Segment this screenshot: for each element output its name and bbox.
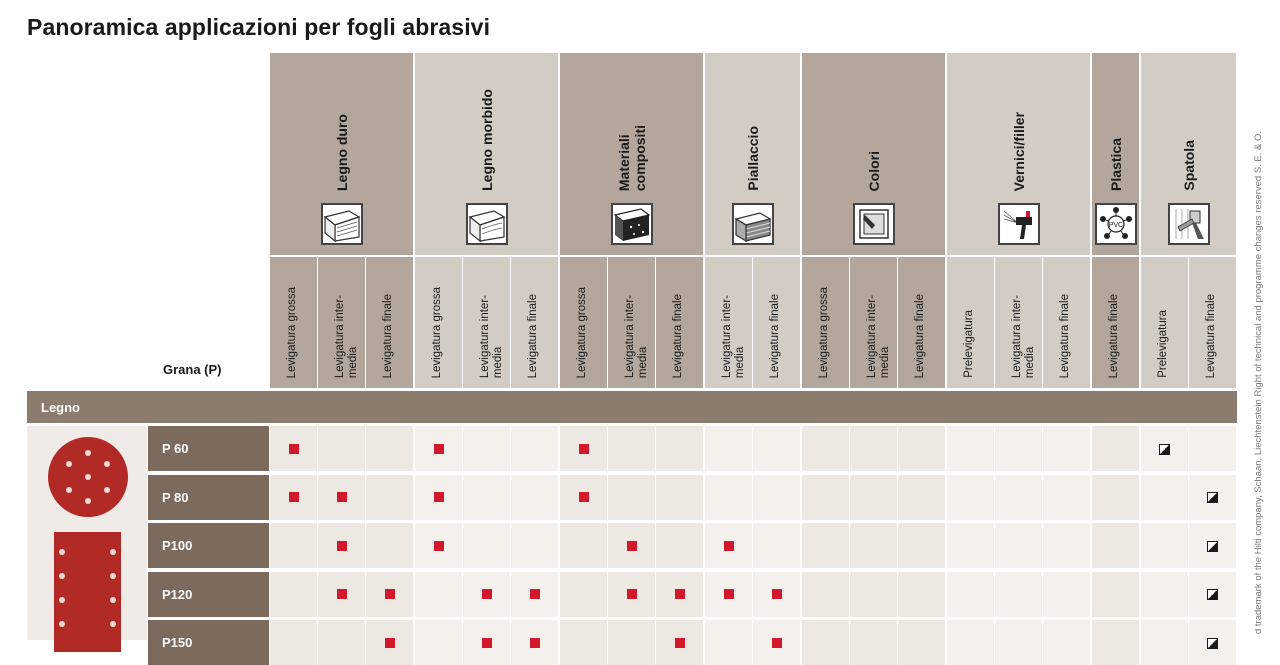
table-cell bbox=[608, 523, 655, 568]
grain-column-label: Grana (P) bbox=[163, 362, 222, 377]
recommended-mark-icon bbox=[385, 638, 395, 648]
table-cell bbox=[511, 572, 558, 617]
table-cell bbox=[995, 523, 1042, 568]
sub-header-label: Levigatura inter- media bbox=[623, 294, 649, 378]
sub-header-label: Levigatura grossa bbox=[430, 286, 443, 378]
conditional-mark-icon bbox=[1207, 492, 1218, 503]
table-cell bbox=[366, 620, 413, 665]
table-cell bbox=[318, 620, 365, 665]
table-cell bbox=[705, 426, 752, 471]
table-cell bbox=[1043, 620, 1090, 665]
table-cell bbox=[850, 572, 897, 617]
table-cell bbox=[415, 572, 462, 617]
grain-label: P120 bbox=[162, 586, 193, 602]
sub-header-col bbox=[995, 257, 1042, 388]
page-title: Panoramica applicazioni per fogli abrasivi bbox=[27, 14, 491, 40]
table-cell bbox=[270, 475, 317, 520]
table-cell bbox=[560, 475, 607, 520]
table-cell bbox=[511, 475, 558, 520]
sub-header-label: Levigatura grossa bbox=[285, 286, 298, 378]
table-cell bbox=[415, 475, 462, 520]
table-cell bbox=[1141, 475, 1188, 520]
table-cell bbox=[850, 475, 897, 520]
table-cell bbox=[753, 523, 800, 568]
table-cell bbox=[608, 475, 655, 520]
recommended-mark-icon bbox=[772, 589, 782, 599]
sub-header-col bbox=[318, 257, 365, 388]
sub-header-col bbox=[560, 257, 607, 388]
recommended-mark-icon bbox=[337, 589, 347, 599]
conditional-mark-icon bbox=[1207, 638, 1218, 649]
table-cell bbox=[1043, 475, 1090, 520]
copyright-note: d trademark of the Hilti company, Schaan, Liechtenstein Right of technical and programme changes reserved S. E. & O. bbox=[1253, 130, 1264, 634]
sub-header-label: Levigatura finale bbox=[1058, 293, 1071, 378]
sub-header-label: Prelevigatura bbox=[962, 310, 975, 378]
table-cell bbox=[511, 620, 558, 665]
grain-label: P150 bbox=[162, 635, 193, 650]
table-cell bbox=[1189, 572, 1236, 617]
table-cell bbox=[802, 426, 849, 471]
recommended-mark-icon bbox=[530, 638, 540, 648]
table-cell bbox=[1092, 572, 1139, 617]
material-header-6 bbox=[1092, 53, 1139, 255]
sub-header-col bbox=[947, 257, 994, 388]
material-header-2 bbox=[560, 53, 703, 255]
recommended-mark-icon bbox=[675, 589, 685, 599]
table-cell bbox=[415, 523, 462, 568]
sub-header-label: Levigatura finale bbox=[913, 293, 926, 378]
sub-header-label: Prelevigatura bbox=[1156, 310, 1169, 378]
grain-cell bbox=[148, 475, 269, 520]
table-cell bbox=[802, 572, 849, 617]
table-cell bbox=[947, 620, 994, 665]
recommended-mark-icon bbox=[675, 638, 685, 648]
table-cell bbox=[1092, 475, 1139, 520]
material-header-0 bbox=[270, 53, 413, 255]
table-cell bbox=[608, 426, 655, 471]
table-cell bbox=[1141, 426, 1188, 471]
table-cell bbox=[802, 523, 849, 568]
table-cell bbox=[753, 426, 800, 471]
recommended-mark-icon bbox=[482, 589, 492, 599]
grain-cell bbox=[148, 523, 269, 568]
recommended-mark-icon bbox=[530, 589, 540, 599]
table-cell bbox=[1141, 620, 1188, 665]
section-label: Legno bbox=[41, 400, 80, 415]
table-cell bbox=[656, 572, 703, 617]
recommended-mark-icon bbox=[434, 444, 444, 454]
recommended-mark-icon bbox=[385, 589, 395, 599]
material-name bbox=[479, 89, 495, 191]
table-cell bbox=[898, 475, 945, 520]
table-cell bbox=[705, 475, 752, 520]
grain-label: P 60 bbox=[162, 441, 189, 456]
table-row bbox=[148, 523, 1237, 568]
round-sanding-disc-image bbox=[48, 437, 128, 517]
recommended-mark-icon bbox=[337, 492, 347, 502]
table-cell bbox=[1141, 523, 1188, 568]
table-cell bbox=[366, 523, 413, 568]
grain-cell bbox=[148, 620, 269, 665]
table-cell bbox=[1043, 572, 1090, 617]
material-header-4 bbox=[802, 53, 945, 255]
table-cell bbox=[1189, 620, 1236, 665]
recommended-mark-icon bbox=[724, 589, 734, 599]
material-header-3 bbox=[705, 53, 800, 255]
table-cell bbox=[1189, 475, 1236, 520]
table-cell bbox=[270, 523, 317, 568]
recommended-mark-icon bbox=[289, 492, 299, 502]
sub-header-label: Levigatura grossa bbox=[817, 286, 830, 378]
material-name-text: Spatola bbox=[1180, 140, 1197, 191]
composite-icon bbox=[611, 203, 653, 245]
sub-header-col bbox=[270, 257, 317, 388]
table-row bbox=[148, 620, 1237, 665]
putty-knife-icon bbox=[1168, 203, 1210, 245]
spray-gun-icon bbox=[998, 203, 1040, 245]
table-cell bbox=[463, 620, 510, 665]
sub-header-label: Levigatura grossa bbox=[575, 286, 588, 378]
material-header-5 bbox=[947, 53, 1090, 255]
table-cell bbox=[511, 426, 558, 471]
table-cell bbox=[366, 426, 413, 471]
table-cell bbox=[947, 475, 994, 520]
material-name bbox=[334, 114, 350, 191]
table-cell bbox=[705, 620, 752, 665]
material-header-7 bbox=[1141, 53, 1236, 255]
material-name-text: Vernici/filler bbox=[1010, 111, 1027, 191]
sub-header-col bbox=[753, 257, 800, 388]
table-cell bbox=[366, 475, 413, 520]
grain-label: P 80 bbox=[162, 489, 189, 505]
table-cell bbox=[850, 620, 897, 665]
table-cell bbox=[1189, 523, 1236, 568]
table-cell bbox=[511, 523, 558, 568]
sub-header-col bbox=[463, 257, 510, 388]
table-cell bbox=[656, 475, 703, 520]
recommended-mark-icon bbox=[579, 444, 589, 454]
sub-header-col bbox=[1189, 257, 1236, 388]
table-cell bbox=[705, 523, 752, 568]
table-cell bbox=[318, 523, 365, 568]
table-cell bbox=[270, 426, 317, 471]
material-name bbox=[745, 126, 761, 191]
table-cell bbox=[318, 426, 365, 471]
table-cell bbox=[898, 426, 945, 471]
table-cell bbox=[1189, 426, 1236, 471]
table-cell bbox=[415, 620, 462, 665]
table-cell bbox=[995, 572, 1042, 617]
conditional-mark-icon bbox=[1207, 541, 1218, 552]
table-cell bbox=[898, 523, 945, 568]
table-cell bbox=[850, 523, 897, 568]
table-cell bbox=[270, 620, 317, 665]
sub-header-label: Levigatura finale bbox=[671, 293, 684, 378]
table-cell bbox=[995, 620, 1042, 665]
table-cell bbox=[947, 523, 994, 568]
conditional-mark-icon bbox=[1159, 444, 1170, 455]
recommended-mark-icon bbox=[434, 541, 444, 551]
sub-header-col bbox=[1141, 257, 1188, 388]
sub-header-col bbox=[1043, 257, 1090, 388]
table-cell bbox=[463, 572, 510, 617]
sub-header-col bbox=[366, 257, 413, 388]
recommended-mark-icon bbox=[482, 638, 492, 648]
table-cell bbox=[560, 426, 607, 471]
material-header-1 bbox=[415, 53, 558, 255]
sub-header-label: Levigatura finale bbox=[526, 293, 539, 378]
pvc-icon bbox=[1095, 203, 1137, 245]
table-cell bbox=[560, 620, 607, 665]
recommended-mark-icon bbox=[772, 638, 782, 648]
table-cell bbox=[463, 523, 510, 568]
table-cell bbox=[1043, 426, 1090, 471]
grain-label: P100 bbox=[162, 538, 193, 553]
recommended-mark-icon bbox=[434, 492, 444, 502]
table-cell bbox=[705, 572, 752, 617]
material-name-text: Plastica bbox=[1107, 138, 1124, 191]
table-cell bbox=[995, 475, 1042, 520]
material-name bbox=[1108, 138, 1124, 191]
conditional-mark-icon bbox=[1207, 589, 1218, 600]
table-cell bbox=[1043, 523, 1090, 568]
table-cell bbox=[656, 620, 703, 665]
sub-header-label: Levigatura inter- media bbox=[865, 294, 891, 378]
table-row bbox=[148, 426, 1237, 471]
table-cell bbox=[318, 572, 365, 617]
grain-cell bbox=[148, 426, 269, 471]
sub-header-label: Levigatura inter- media bbox=[720, 294, 746, 378]
recommended-mark-icon bbox=[289, 444, 299, 454]
recommended-mark-icon bbox=[627, 589, 637, 599]
table-cell bbox=[1092, 426, 1139, 471]
table-cell bbox=[415, 426, 462, 471]
table-cell bbox=[947, 426, 994, 471]
rectangular-sanding-sheet-image bbox=[54, 532, 121, 652]
veneer-icon bbox=[732, 203, 774, 245]
sub-header-col bbox=[608, 257, 655, 388]
sub-header-col bbox=[802, 257, 849, 388]
sub-header-col bbox=[898, 257, 945, 388]
paint-icon bbox=[853, 203, 895, 245]
table-cell bbox=[753, 475, 800, 520]
table-cell bbox=[608, 620, 655, 665]
sub-header-label: Levigatura inter- media bbox=[1010, 294, 1036, 378]
svg-text:PVC: PVC bbox=[1108, 222, 1123, 229]
material-name-text: Piallaccio bbox=[744, 126, 761, 191]
table-cell bbox=[656, 426, 703, 471]
table-cell bbox=[1092, 620, 1139, 665]
sub-header-label: Levigatura finale bbox=[1107, 293, 1120, 378]
sub-header-col bbox=[1092, 257, 1139, 388]
sub-header-label: Levigatura finale bbox=[381, 293, 394, 378]
grain-cell bbox=[148, 572, 269, 617]
table-cell bbox=[995, 426, 1042, 471]
table-cell bbox=[270, 572, 317, 617]
material-name-text: Materiali compositi bbox=[615, 124, 648, 191]
table-cell bbox=[898, 572, 945, 617]
table-cell bbox=[850, 426, 897, 471]
section-band-legno bbox=[27, 391, 1237, 423]
table-cell bbox=[947, 572, 994, 617]
recommended-mark-icon bbox=[724, 541, 734, 551]
softwood-icon bbox=[466, 203, 508, 245]
table-cell bbox=[463, 475, 510, 520]
table-cell bbox=[656, 523, 703, 568]
material-name-text: Legno morbido bbox=[478, 89, 495, 191]
recommended-mark-icon bbox=[627, 541, 637, 551]
sub-header-label: Levigatura inter- media bbox=[478, 294, 504, 378]
recommended-mark-icon bbox=[579, 492, 589, 502]
table-cell bbox=[560, 572, 607, 617]
table-cell bbox=[1092, 523, 1139, 568]
sub-header-label: Levigatura inter- media bbox=[333, 294, 359, 378]
table-cell bbox=[802, 475, 849, 520]
sub-header-col bbox=[511, 257, 558, 388]
material-name bbox=[616, 125, 648, 191]
table-cell bbox=[366, 572, 413, 617]
material-name bbox=[1011, 112, 1027, 191]
table-row bbox=[148, 475, 1237, 520]
table-cell bbox=[753, 572, 800, 617]
table-cell bbox=[1141, 572, 1188, 617]
material-name bbox=[866, 151, 882, 191]
material-name-text: Legno duro bbox=[333, 114, 350, 191]
table-cell bbox=[560, 523, 607, 568]
hardwood-icon bbox=[321, 203, 363, 245]
material-name-text: Colori bbox=[865, 150, 882, 191]
recommended-mark-icon bbox=[337, 541, 347, 551]
sub-header-col bbox=[850, 257, 897, 388]
sub-header-col bbox=[656, 257, 703, 388]
sub-header-label: Levigatura finale bbox=[768, 293, 781, 378]
table-row bbox=[148, 572, 1237, 617]
table-cell bbox=[753, 620, 800, 665]
sub-header-label: Levigatura finale bbox=[1204, 293, 1217, 378]
material-name bbox=[1181, 140, 1197, 191]
table-cell bbox=[802, 620, 849, 665]
table-cell bbox=[898, 620, 945, 665]
table-cell bbox=[608, 572, 655, 617]
table-cell bbox=[463, 426, 510, 471]
table-cell bbox=[318, 475, 365, 520]
sub-header-col bbox=[705, 257, 752, 388]
sub-header-col bbox=[415, 257, 462, 388]
